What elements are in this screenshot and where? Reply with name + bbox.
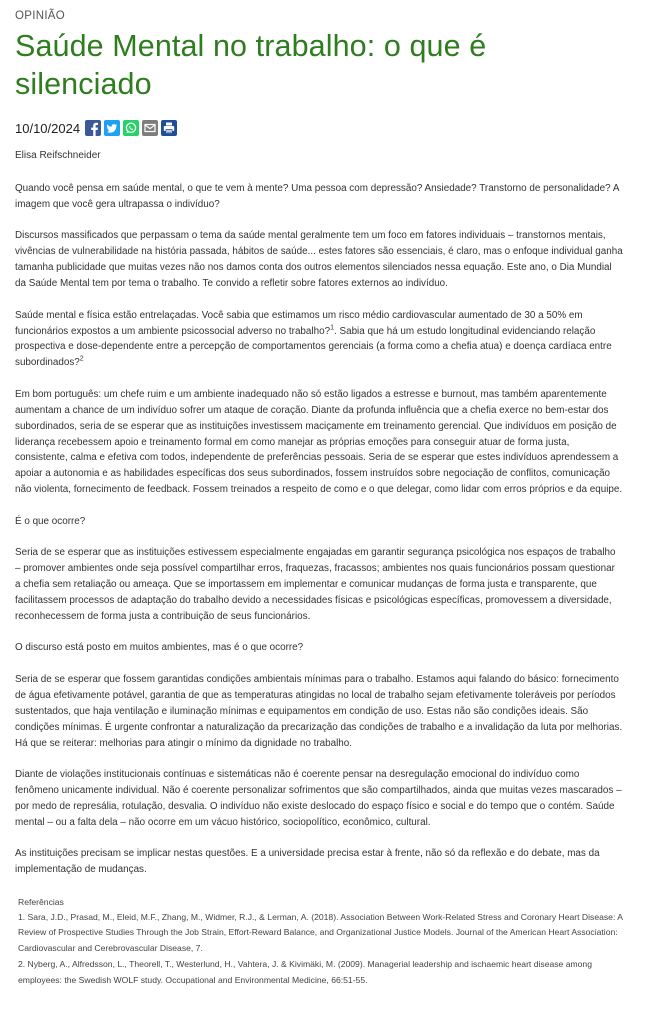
print-button[interactable] — [161, 120, 177, 136]
article-paragraph: Diante de violações institucionais contínuas e sistemáticas não é coerente pensar na desregulação emocional do indivíduo como fenômeno unicamente individual. Não é coerente personalizar sofrimentos que são compartilhados, ainda que muitas vezes mascarados – por medo de represália, rotulação, desvalia. O indivíduo não existe deslocado do espaço físico e social e do tempo que o contém. Saúde mental – ou a falta dela – não ocorre em um vácuo histórico, sociopolítico, econômico, cultural. — [15, 769, 622, 828]
scrollbar-track[interactable] — [625, 0, 656, 1024]
email-share-button[interactable] — [142, 120, 158, 136]
article-paragraph: Seria de se esperar que fossem garantidas condições ambientais mínimas para o trabalho. Estamos aqui falando do básico: fornecimento de água efetivamente potável, garantia de que as temperaturas atingidas no local de trabalho sejam efetivamente toleráveis por períodos sustentados, que haja ventilação e iluminação mínimas e equipamentos em condição de uso. Estas não são condições ideais. São condições mínimas. É urgente confrontar a naturalização da precarização das condições de trabalho e a invalidação da luta por melhorias. Há que se reiterar: melhorias para atingir o mínimo da dignidade no trabalho. — [15, 673, 623, 749]
references-heading: Referências — [18, 896, 64, 907]
article-author: Elisa Reifschneider — [15, 150, 101, 161]
footnote-ref-2[interactable]: 2 — [79, 356, 84, 364]
article-paragraph — [15, 308, 623, 372]
article-paragraph: Em bom português: um chefe ruim e um ambiente inadequado não só estão ligados a estresse e burnout, mas também aparentemente aumentam a chance de um indivíduo sofrer um ataque de coração. Diante da profunda influência que a chefia exerce no bem-estar dos subordinados, seria de se esperar que as instituições investissem maciçamente em treinamento gerencial. Que indivíduos em posição de liderança recebessem apoio e treinamento formal em como manejar as próprias emoções para conseguir atuar de forma justa, consistente, calma e efetiva com todos, independente de preferências pessoais. Seria de se esperar que estes indivíduos aprendessem a apoiar a autonomia e as habilidades específicas dos seus subordinados, fossem instruídos sobre negociação de conflitos, comunicação não violenta, fornecimento de feedback. Fossem treinados a respeito de como e o que delegar, como lidar com erros próprios e da equipe. — [15, 388, 623, 496]
whatsapp-share-button[interactable] — [123, 120, 139, 136]
article — [15, 9, 623, 989]
footnote-ref-1[interactable]: 1 — [330, 324, 334, 332]
reference-item: 1. Sara, J.D., Prasad, M., Eleid, M.F., Zhang, M., Widmer, R.J., & Lerman, A. (2018). Association Between Work-Related Stress and Coronary Heart Disease: A Review of Prospective Studies Through the Job Strain, Effort-Reward Balance, and Organizational Justice Models. Journal of the American Heart Association: Cardiovascular and Cerebrovascular Disease, 7. — [18, 911, 623, 954]
article-category: OPINIÃO — [15, 10, 66, 22]
facebook-share-button[interactable] — [85, 120, 101, 136]
print-icon — [161, 120, 177, 136]
whatsapp-icon — [123, 120, 139, 136]
article-paragraph: É o que ocorre? — [15, 515, 86, 527]
article-paragraph: As instituições precisam se implicar nestas questões. E a universidade precisa estar à frente, não só da reflexão e do debate, mas da implementação de mudanças. — [15, 848, 600, 876]
email-icon — [142, 120, 158, 136]
reference-item: 2. Nyberg, A., Alfredsson, L., Theorell, T., Westerlund, H., Vahtera, J. & Kivimäki, M. (2009). Managerial leadership and ischaemic heart disease among employees: the Swedish WOLF study. Occupational and Environmental Medicine, 66:51-55. — [18, 959, 592, 985]
twitter-share-button[interactable] — [104, 120, 120, 136]
paragraph-text: . Sabia que há um estudo longitudinal evidenciando relação prospectiva e dose-dependente entre a percepção de comportamentos gerenciais (a forma como a chefia atua) e doença cardíaca entre subordinados? — [15, 325, 612, 369]
article-paragraph: Quando você pensa em saúde mental, o que te vem à mente? Uma pessoa com depressão? Ansiedade? Transtorno de personalidade? A imagem que você gera ultrapassa o indivíduo? — [15, 183, 619, 210]
twitter-icon — [104, 120, 120, 136]
article-body — [15, 181, 623, 878]
article-meta — [15, 119, 623, 137]
paragraph-text: Saúde mental e física estão entrelaçadas. Você sabia que estimamos um risco médio cardiovascular aumentado de 30 a 50% em funcionários expostos a um ambiente psicossocial adverso no trabalho? — [15, 309, 583, 337]
article-paragraph: Seria de se esperar que as instituições estivessem especialmente engajadas em garantir segurança psicológica nos espaços de trabalho – promover ambientes onde seja possível compartilhar erros, fraquezas, fracassos; ambientes nos quais funcionários possam questionar a chefia sem retaliação ou ameaça. Que se importassem em implementar e comunicar mudanças de forma justa e transparente, que facilitassem processos de adaptação do trabalho devido a necessidades físicas e psicológicas específicas, promovessem a diversidade, reconhecessem de forma justa a contribuição de seus funcionários. — [15, 547, 616, 622]
article-paragraph: O discurso está posto em muitos ambientes, mas é o que ocorre? — [15, 642, 304, 654]
article-title: Saúde Mental no trabalho: o que é silenciado — [15, 29, 487, 101]
references-section — [15, 894, 623, 989]
article-paragraph: Discursos massificados que perpassam o tema da saúde mental geralmente tem um foco em fatores individuais – transtornos mentais, vivências de vulnerabilidade na história passada, hábitos de saúde... estes fatores são essenciais, é claro, mas o enfoque individual ganha tamanha publicidade que muitas vezes não nos damos conta dos outros elementos silenciados nessa equação. Este ano, o Dia Mundial da Saúde Mental tem por tema o trabalho. Te convido a refletir sobre fatores externos ao indivíduo. — [15, 230, 623, 290]
facebook-icon — [85, 120, 101, 136]
article-date: 10/10/2024 — [15, 120, 81, 136]
